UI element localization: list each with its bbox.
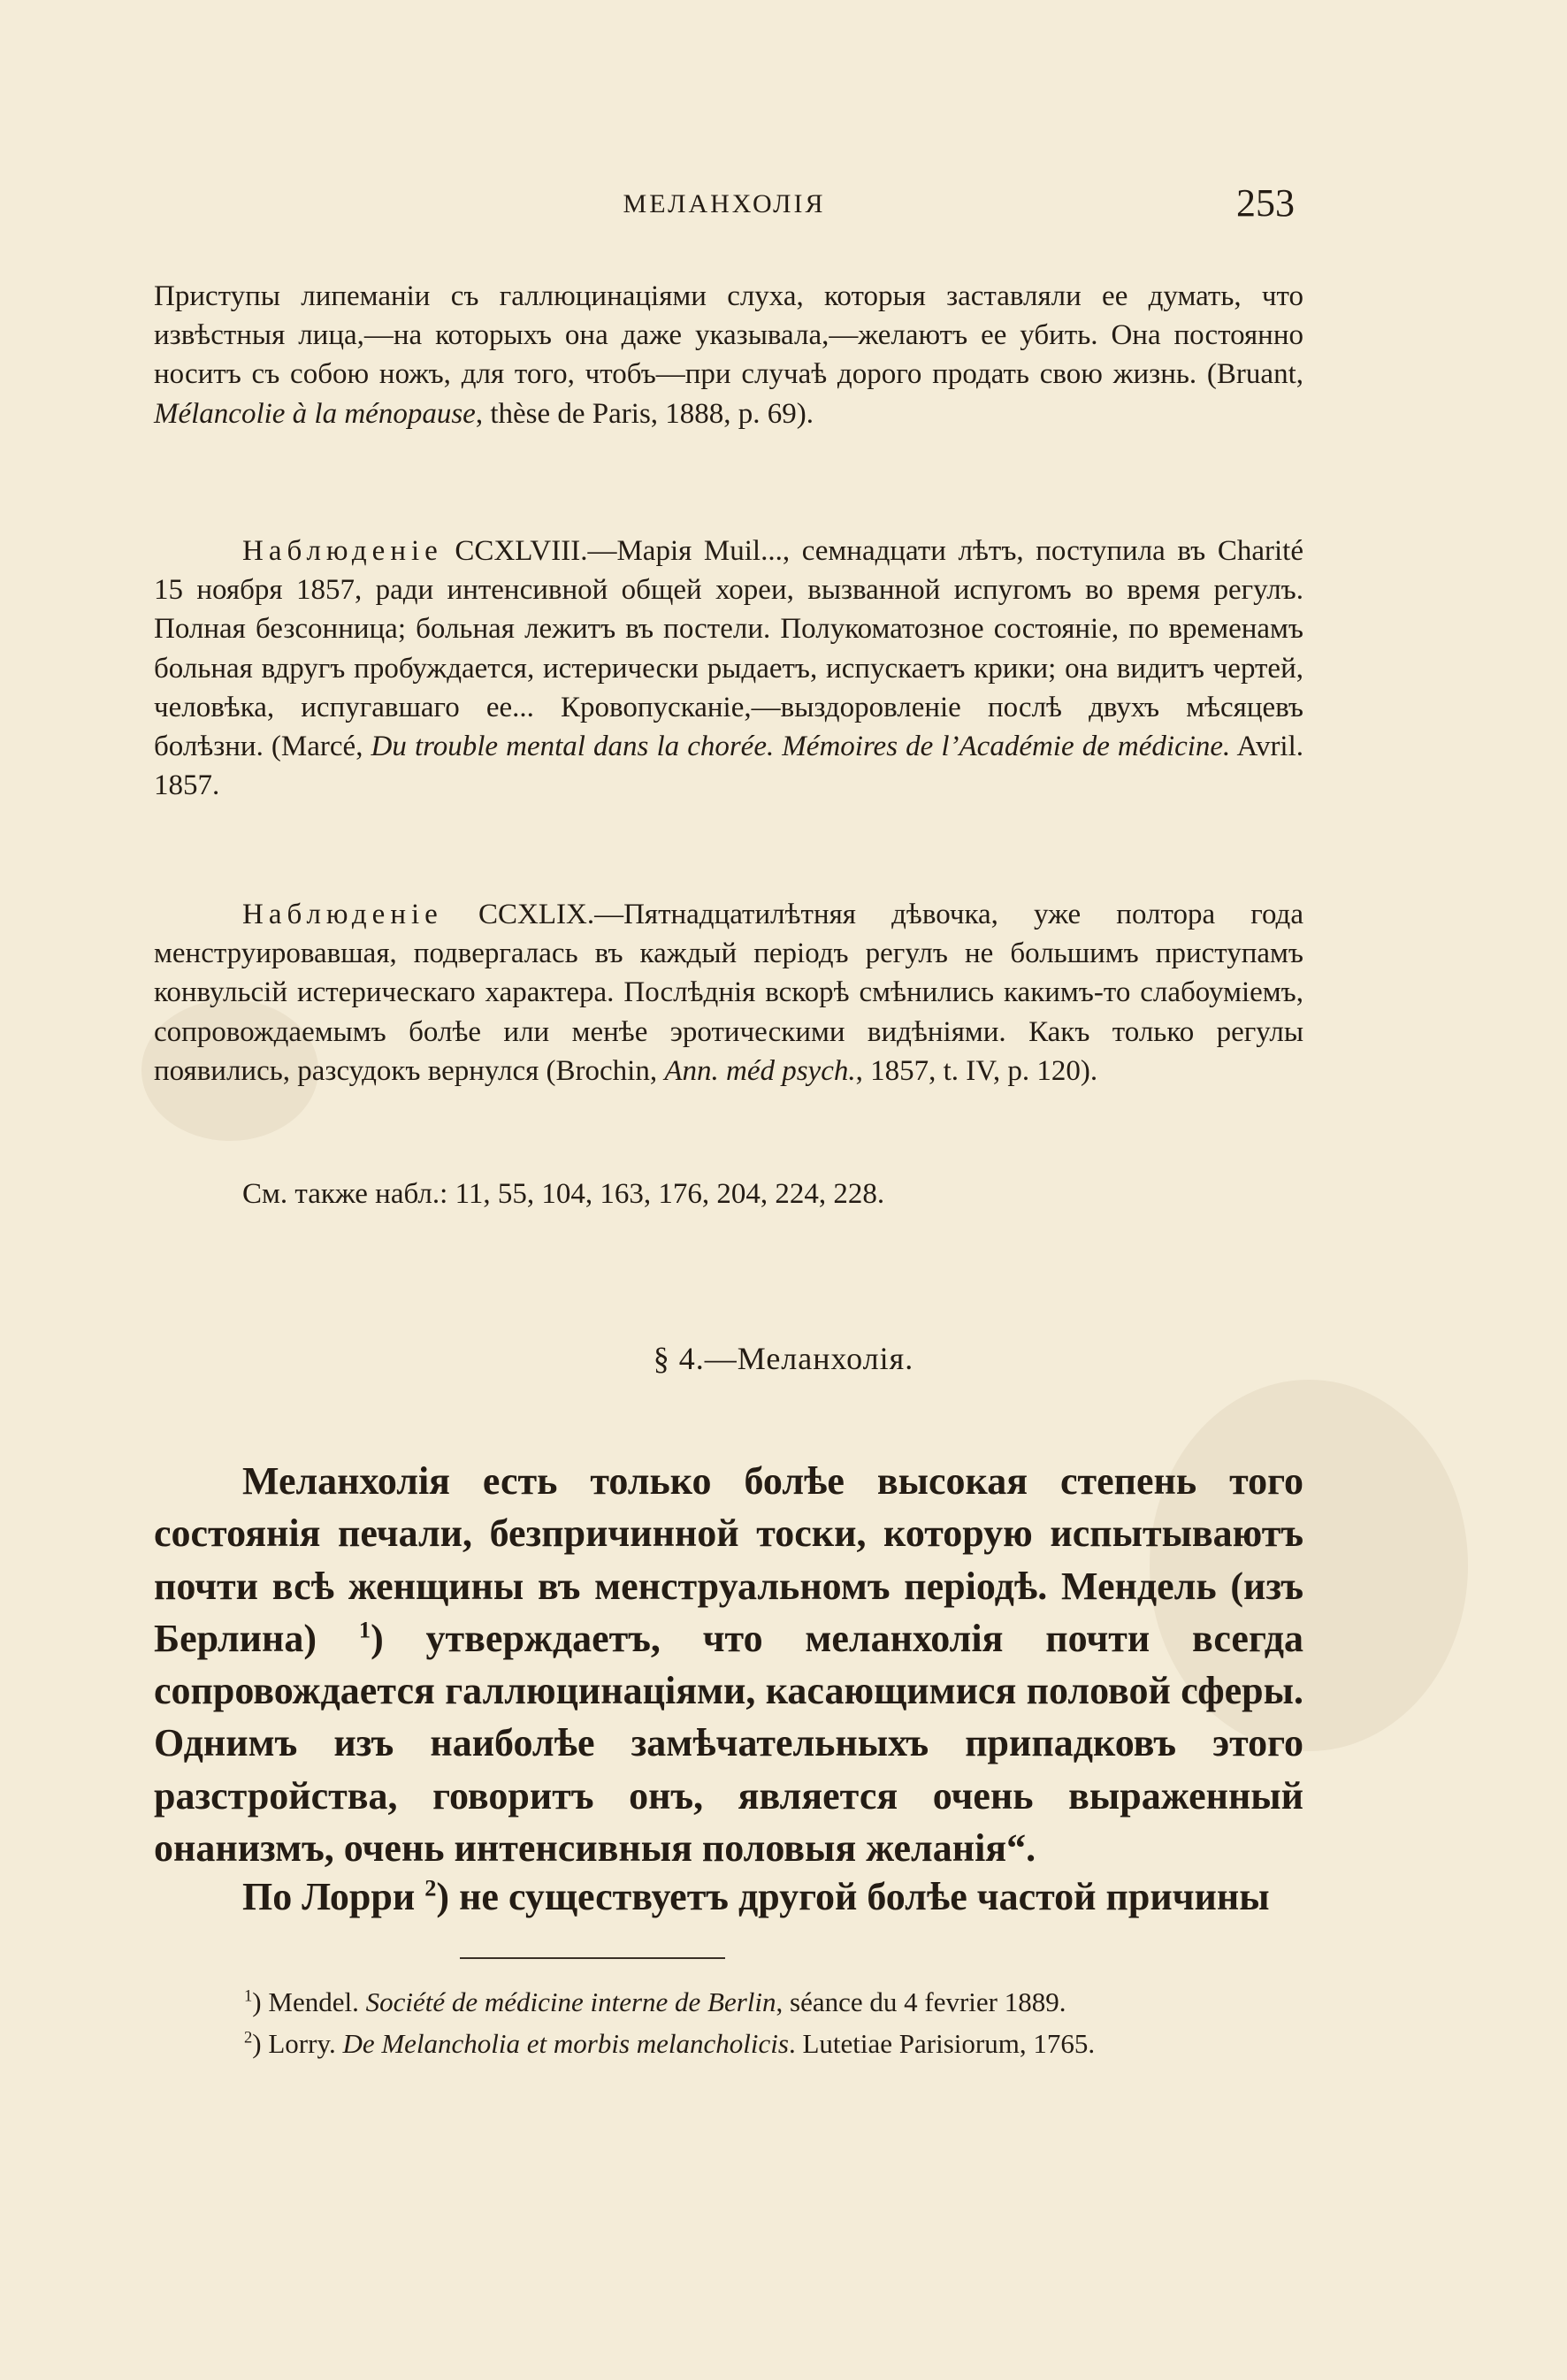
cited-title: Du trouble mental dans la chorée. Mémoires de l’Académie de médicine. <box>371 731 1231 763</box>
observation-label: Наблюденіе <box>242 899 443 930</box>
running-head: МЕЛАНХОЛІЯ <box>623 189 826 218</box>
body-paragraph-melancholia <box>154 1455 1303 1874</box>
observation-label: Наблюденіе <box>242 535 443 567</box>
footnote-1: $^1$) Mendel. Société de médicine interne de Berlin, séance du 4 fevrier 1889. <box>244 1986 1066 2017</box>
footnote-rest: , séance du 4 fevrier 1889. <box>776 1986 1066 2017</box>
page-number: 253 <box>1236 181 1295 225</box>
cited-title: Mélancolie à la ménopause <box>154 397 476 430</box>
footnote-marker: 2 <box>424 1874 437 1902</box>
cited-title: Ann. méd psych. <box>664 1054 856 1087</box>
footnote-divider <box>460 1957 725 1959</box>
footnote-title: De Melancholia et morbis melancholicis <box>342 2028 789 2059</box>
footnote-author: Mendel. <box>268 1986 359 2017</box>
see-also-line: См. также набл.: 11, 55, 104, 163, 176, 204, 224, 228. <box>242 1178 885 1210</box>
footnote-mark: 1 <box>244 1986 253 2006</box>
observation-249 <box>154 895 1303 1091</box>
footnote-author: Lorry. <box>268 2028 336 2059</box>
paragraph-bruant <box>154 277 1303 433</box>
footnote-2: $^2$) Lorry. De Melancholia et morbis melancholicis. Lutetiae Parisiorum, 1765. <box>244 2028 1096 2059</box>
section-heading: § 4.—Меланхолія. <box>653 1341 914 1376</box>
body-text: ) утверждаетъ, что меланхолія почти всегда сопровождается галлюцинаціями, касающимися половой сферы. Однимъ изъ наиболѣе замѣчательныхъ припадковъ этого разстройства, говоритъ онъ, является очень выраженный онанизмъ, очень интенсивныя половыя желанія“. <box>154 1616 1303 1871</box>
footnotes <box>244 1981 1305 2064</box>
footnote-marker: 1 <box>358 1616 371 1643</box>
paragraph-text: Приступы липеманіи съ галлюцинаціями слуха, которыя заставляли ее думать, что извѣстныя лица,—на которыхъ она даже указывала,—желаютъ ее убить. Она постоянно носитъ съ собою ножъ, для того, чтобъ—при случаѣ дорого продать свою жизнь. (Bruant, <box>154 280 1303 391</box>
observation-248 <box>154 532 1303 805</box>
body-text: ) не существуетъ другой болѣе частой причины <box>436 1875 1270 1918</box>
footnote-rest: . Lutetiae Parisiorum, 1765. <box>788 2028 1096 2059</box>
page-header <box>154 181 1295 237</box>
body-text: По Лорри <box>242 1875 425 1918</box>
paragraph-text: , thèse de Paris, 1888, p. 69). <box>475 397 814 430</box>
paragraph-text: , 1857, t. IV, p. 120). <box>855 1054 1098 1087</box>
body-text: Меланхолія есть только болѣе высокая степень того состоянія печали, безпричинной тоски, которую испытываютъ почти всѣ женщины въ менструальномъ періодѣ. Мендель (изъ Берлина) <box>154 1459 1303 1660</box>
body-paragraph-lorry <box>154 1871 1303 1923</box>
footnote-title: Société de médicine interne de Berlin <box>365 1986 776 2017</box>
paragraph-text: Avril. 1857. <box>154 731 1304 802</box>
footnote-mark: 2 <box>244 2028 253 2047</box>
paragraph-text: CCXLIX.—Пятнадцатилѣтняя дѣвочка, уже полтора года менструировавшая, подвергалась въ каждый періодъ регулъ не большимъ приступамъ конвульсій истерическаго характера. Послѣднія вскорѣ смѣнились какимъ-то слабоуміемъ, сопровождаемымъ болѣе или менѣе эротическими видѣніями. Какъ только регулы появились, разсудокъ вернулся (Brochin, <box>154 899 1303 1087</box>
paragraph-text: CCXLVIII.—Марія Muil..., семнадцати лѣтъ, поступила въ Charité 15 ноября 1857, ради интенсивной общей хореи, вызванной испугомъ во время регулъ. Полная безсонница; больная лежитъ въ постели. Полукоматозное состояніе, по временамъ больная вдругъ пробуждается, истерически рыдаетъ, испускаетъ крики; она видитъ чертей, человѣка, испугавшаго ее... Кровопусканіе,—выздоровленіе послѣ двухъ мѣсяцевъ болѣзни. (Marcé, <box>154 535 1303 763</box>
